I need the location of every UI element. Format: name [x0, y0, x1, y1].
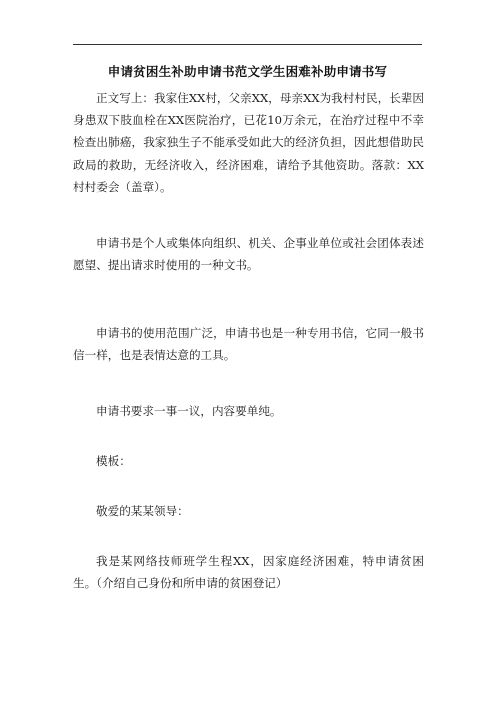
document-title: 申请贫困生补助申请书范文学生困难补助申请书写 — [107, 64, 388, 79]
header-rule — [73, 44, 422, 45]
paragraph-definition: 申请书是个人或集体向组织、机关、企事业单位或社会团体表述愿望、提出请求时使用的一种文书。 — [73, 236, 424, 273]
paragraph-usage-scope: 申请书的使用范围广泛，申请书也是一种专用书信，它同一般书信一样，也是表情达意的工具。 — [73, 326, 424, 363]
paragraph-requirement: 申请书要求一事一议，内容要单纯。 — [96, 404, 282, 418]
paragraph-template-label: 模板： — [96, 454, 131, 468]
paragraph-introduction: 我是某网络技师班学生程XX，因家庭经济困难，特申请贫困生。（介绍自己身份和所申请的贫困登记） — [73, 554, 424, 591]
paragraph-salutation: 敬爱的某某领导： — [96, 504, 189, 518]
paragraph-main-text: 正文写上：我家住XX村，父亲XX，母亲XX为我村村民，长辈因身患双下肢血栓在XX医院治疗，已花10万余元，在治疗过程中不幸检查出肺癌，我家独生子不能承受如此大的经济负担，因此想借助民政局的救助，无经济收入，经济困难，请给予其他资助。落款：XX村村委会（盖章）。 — [73, 91, 424, 194]
